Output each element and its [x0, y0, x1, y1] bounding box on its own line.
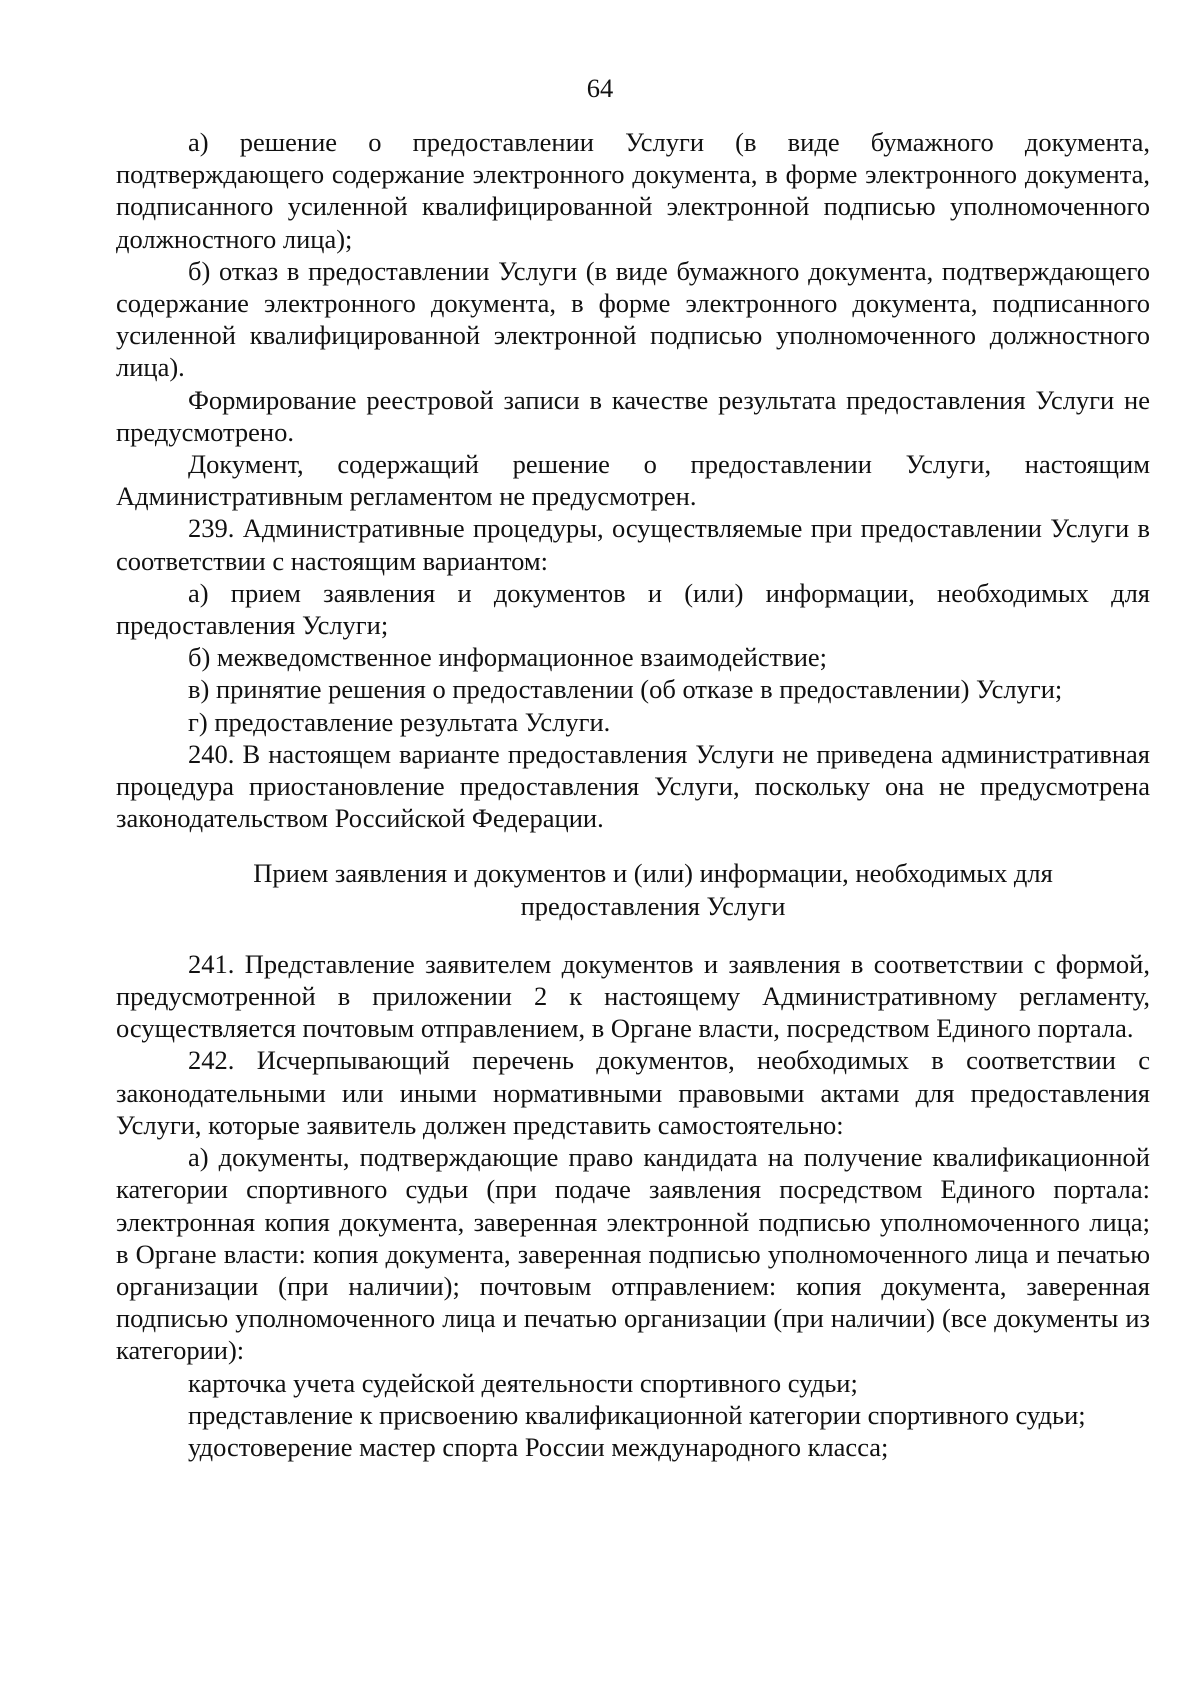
paragraph-239-item-b: б) межведомственное информационное взаимодействие;: [188, 642, 828, 673]
document-body: [116, 126, 1150, 1463]
list-item-master-of-sport-certificate: удостоверение мастер спорта России международного класса;: [188, 1431, 889, 1462]
paragraph-decision-document: Документ, содержащий решение о предоставлении Услуги, настоящим Административным регламентом не предусмотрен.: [116, 449, 1150, 512]
paragraph-239-item-v: в) принятие решения о предоставлении (об отказе в предоставлении) Услуги;: [188, 674, 1063, 705]
list-item-judge-activity-card: карточка учета судейской деятельности спортивного судьи;: [188, 1367, 858, 1398]
paragraph-242: 242. Исчерпывающий перечень документов, необходимых в соответствии с законодательными или иными нормативными правовыми актами для предоставления Услуги, которые заявитель должен представить самостоятельно:: [116, 1045, 1150, 1140]
paragraph-registry-record: Формирование реестровой записи в качестве результата предоставления Услуги не предусмотрено.: [116, 384, 1150, 447]
paragraph-239-item-g: г) предоставление результата Услуги.: [188, 706, 611, 737]
paragraph-item-a-decision: а) решение о предоставлении Услуги (в виде бумажного документа, подтверждающего содержание электронного документа, в форме электронного документа, подписанного усиленной квалифицированной электронной подписью уполномоченного должностного лица);: [116, 127, 1150, 254]
page-number: 64: [586, 73, 614, 103]
paragraph-239: 239. Административные процедуры, осуществляемые при предоставлении Услуги в соответствии с настоящим вариантом:: [116, 513, 1150, 576]
paragraph-240: 240. В настоящем варианте предоставления Услуги не приведена административная процедура приостановление предоставления Услуги, поскольку она не предусмотрена законодательством Российской Федерации.: [116, 738, 1150, 834]
list-item-category-submission: представление к присвоению квалификационной категории спортивного судьи;: [188, 1399, 1086, 1430]
paragraph-241: 241. Представление заявителем документов и заявления в соответствии с формой, предусмотренной в приложении 2 к настоящему Административному регламенту, осуществляется почтовым отправлением, в Органе власти, посредством Единого портала.: [116, 948, 1150, 1044]
paragraph-242-item-a: а) документы, подтверждающие право кандидата на получение квалификационной категории спортивного судьи (при подаче заявления посредством Единого портала: электронная копия документа, заверенная электронной подписью уполномоченного лица; в Органе власти: копия документа, заверенная подписью уполномоченного лица и печатью организации (при наличии); почтовым отправлением: копия документа, заверенная подписью уполномоченного лица и печатью организации (при наличии) (все документы из категории):: [116, 1142, 1150, 1366]
paragraph-item-b-refusal: б) отказ в предоставлении Услуги (в виде бумажного документа, подтверждающего содержание электронного документа, в форме электронного документа, подписанного усиленной квалифицированной электронной подписью уполномоченного должностного лица).: [116, 255, 1150, 383]
paragraph-239-item-a: а) прием заявления и документов и (или) информации, необходимых для предоставления Услуги;: [116, 577, 1150, 641]
section-heading: Прием заявления и документов и (или) информации, необходимых для предоставления Услуги: [253, 858, 1053, 921]
